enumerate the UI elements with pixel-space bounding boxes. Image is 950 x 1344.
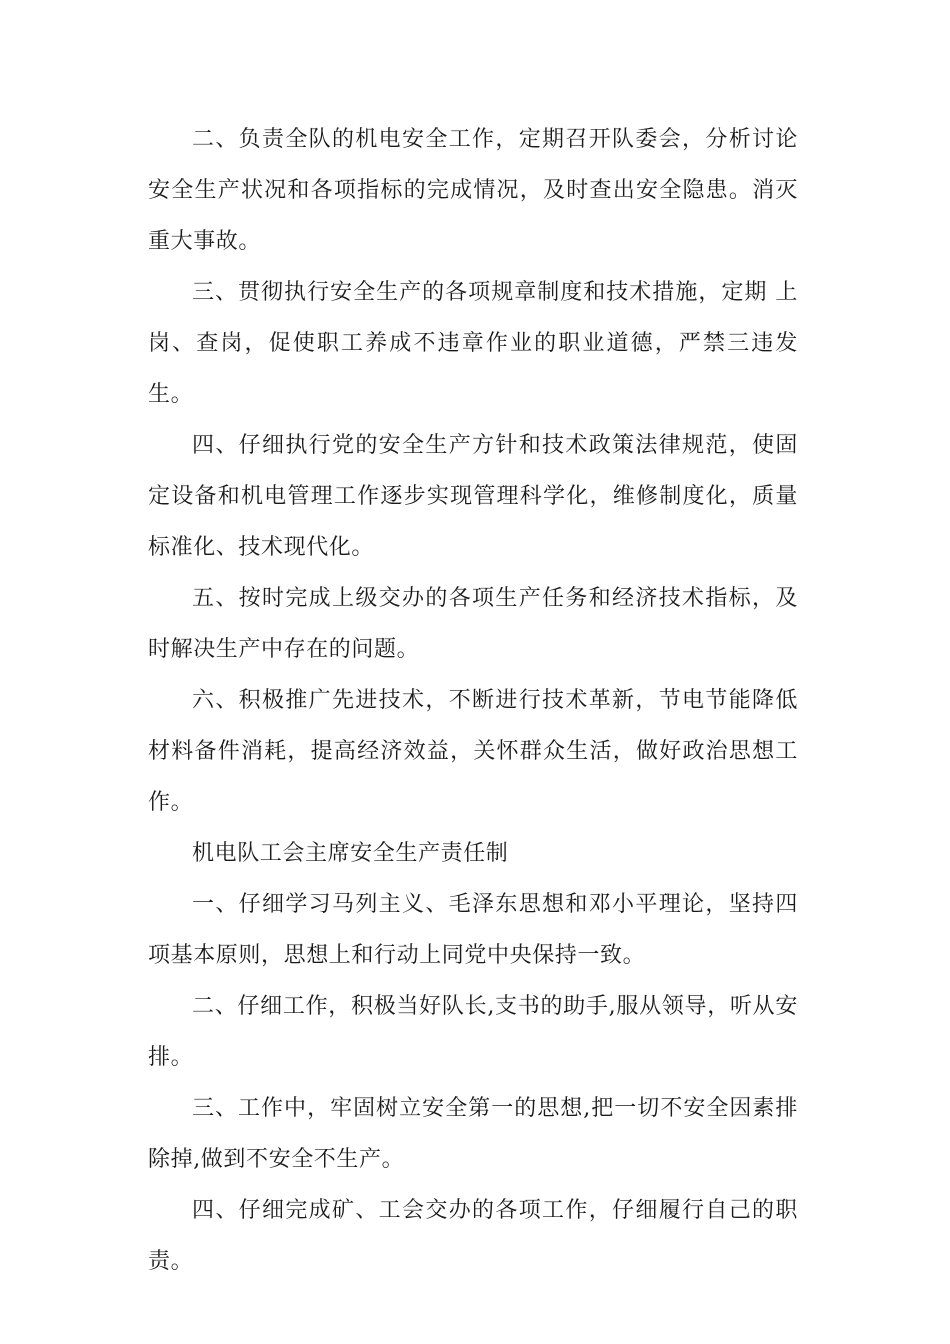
section-title: 机电队工会主席安全生产责任制 [192, 841, 509, 866]
paragraph-6: 六、积极推广先进技术，不断进行技术革新，节电节能降低材料备件消耗，提高经济效益，关怀群众生活，做好政治思想工作。 [148, 688, 798, 815]
section-paragraph-4: 四、仔细完成矿、工会交办的各项工作，仔细履行自己的职责。 [148, 1198, 798, 1274]
paragraph-3: 三、贯彻执行安全生产的各项规章制度和技术措施，定期 上岗、查岗，促使职工养成不违章作业的职业道德，严禁三违发生。 [148, 280, 798, 407]
paragraph-4: 四、仔细执行党的安全生产方针和技术政策法律规范，使固定设备和机电管理工作逐步实现管理科学化，维修制度化，质量标准化、技术现代化。 [148, 433, 798, 560]
paragraph-5: 五、按时完成上级交办的各项生产任务和经济技术指标，及时解决生产中存在的问题。 [148, 586, 798, 662]
document-body [148, 114, 798, 1287]
paragraph-2: 二、负责全队的机电安全工作，定期召开队委会，分析讨论安全生产状况和各项指标的完成情况，及时查出安全隐患。消灭重大事故。 [148, 127, 798, 254]
section-paragraph-3: 三、工作中，牢固树立安全第一的思想,把一切不安全因素排除掉,做到不安全不生产。 [148, 1096, 798, 1172]
section-paragraph-1: 一、仔细学习马列主义、毛泽东思想和邓小平理论，坚持四项基本原则，思想上和行动上同党中央保持一致。 [148, 892, 798, 968]
section-paragraph-2: 二、仔细工作，积极当好队长,支书的助手,服从领导，听从安排。 [148, 994, 798, 1070]
